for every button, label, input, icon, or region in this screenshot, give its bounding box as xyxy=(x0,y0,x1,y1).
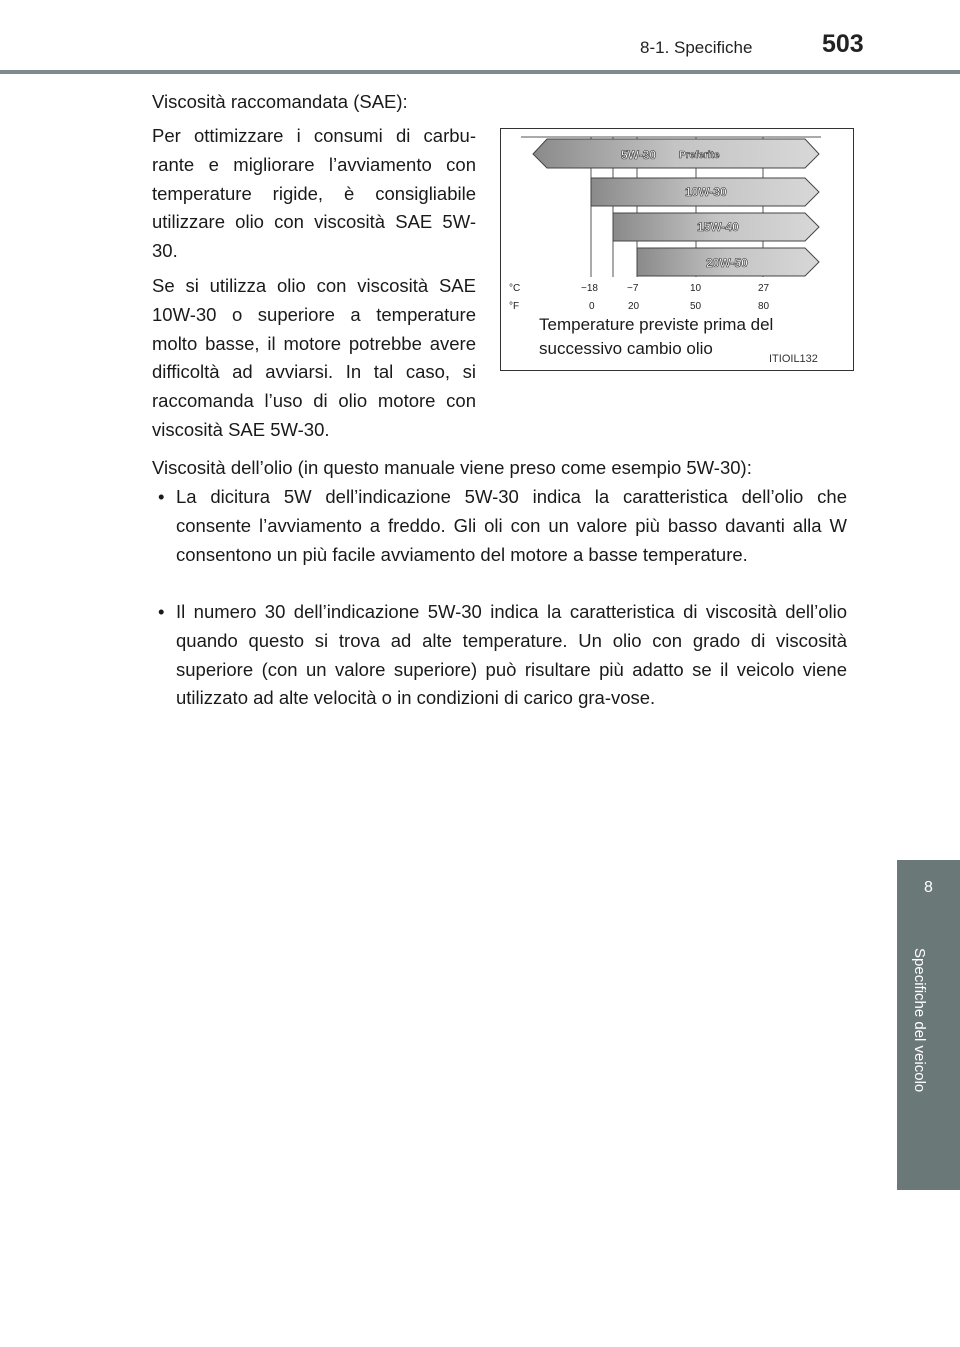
celsius-tick: 10 xyxy=(690,283,702,294)
oil-viscosity-chart xyxy=(500,128,854,371)
section-title: 8-1. Specifiche xyxy=(640,38,753,57)
bar-5w30 xyxy=(533,139,819,168)
grade-label-20w50: 20W-50 xyxy=(706,256,748,270)
paragraph-fuel-economy: Per ottimizzare i consumi di carbu-rante e migliorare l’avviamento con temperature rigide, è consigliabile utilizzare olio con viscosità SAE 5W-30. xyxy=(152,125,476,262)
recommended-viscosity-heading: Viscosità raccomandata (SAE): xyxy=(152,91,408,112)
fahrenheit-tick: 80 xyxy=(758,301,770,312)
celsius-tick: −7 xyxy=(627,283,639,294)
header-rule xyxy=(0,70,960,74)
fahrenheit-tick: 50 xyxy=(690,301,702,312)
fahrenheit-tick: 20 xyxy=(628,301,640,312)
bullet-text-5w: La dicitura 5W dell’indicazione 5W-30 indica la caratteristica dell’olio che consente l’avviamento a freddo. Gli oli con un valore più basso davanti alla W consentono un più facile avviamento del motore a basse temperature. xyxy=(176,486,847,565)
chapter-tab xyxy=(897,940,960,1190)
viscosity-intro: Viscosità dell’olio (in questo manuale viene preso come esempio 5W-30): xyxy=(152,457,752,478)
chapter-tab-label: Specifiche del veicolo xyxy=(911,948,928,1093)
grade-label-5w30: 5W-30 xyxy=(621,148,657,162)
celsius-tick: −18 xyxy=(581,283,598,294)
grade-label-10w30: 10W-30 xyxy=(685,185,727,199)
fahrenheit-unit: °F xyxy=(509,301,520,312)
page-number: 503 xyxy=(822,30,864,58)
chapter-tab-number: 8 xyxy=(897,860,960,940)
grade-tag-preferred: Preferite xyxy=(679,150,720,161)
figure-id: ITIOIL132 xyxy=(769,353,818,365)
bullet-text-30: Il numero 30 dell’indicazione 5W-30 indica la caratteristica di viscosità dell’olio quando questo si trova ad alte temperature. Un olio con grado di viscosità superiore (con un valore superiore) può risultare più adatto se il veicolo viene utilizzato ad alte velocità o in condizioni di carico gra-vose. xyxy=(176,601,847,709)
chart-caption-line1: Temperature previste prima del xyxy=(539,315,774,334)
grade-label-15w40: 15W-40 xyxy=(697,220,739,234)
bullet-marker: • xyxy=(158,486,165,507)
fahrenheit-tick: 0 xyxy=(589,301,595,312)
list-item xyxy=(152,483,847,569)
paragraph-cold-start-warning: Se si utilizza olio con viscosità SAE 10W-30 o superiore a temperature molto basse, il motore potrebbe avere difficoltà ad avviarsi. In tal caso, si raccomanda l’uso di olio motore con viscosità SAE 5W-30. xyxy=(152,275,476,440)
bullet-marker: • xyxy=(158,601,165,622)
chart-caption-line2: successivo cambio olio xyxy=(539,339,713,358)
celsius-unit: °C xyxy=(509,283,521,294)
list-item xyxy=(152,598,847,713)
celsius-tick: 27 xyxy=(758,283,770,294)
